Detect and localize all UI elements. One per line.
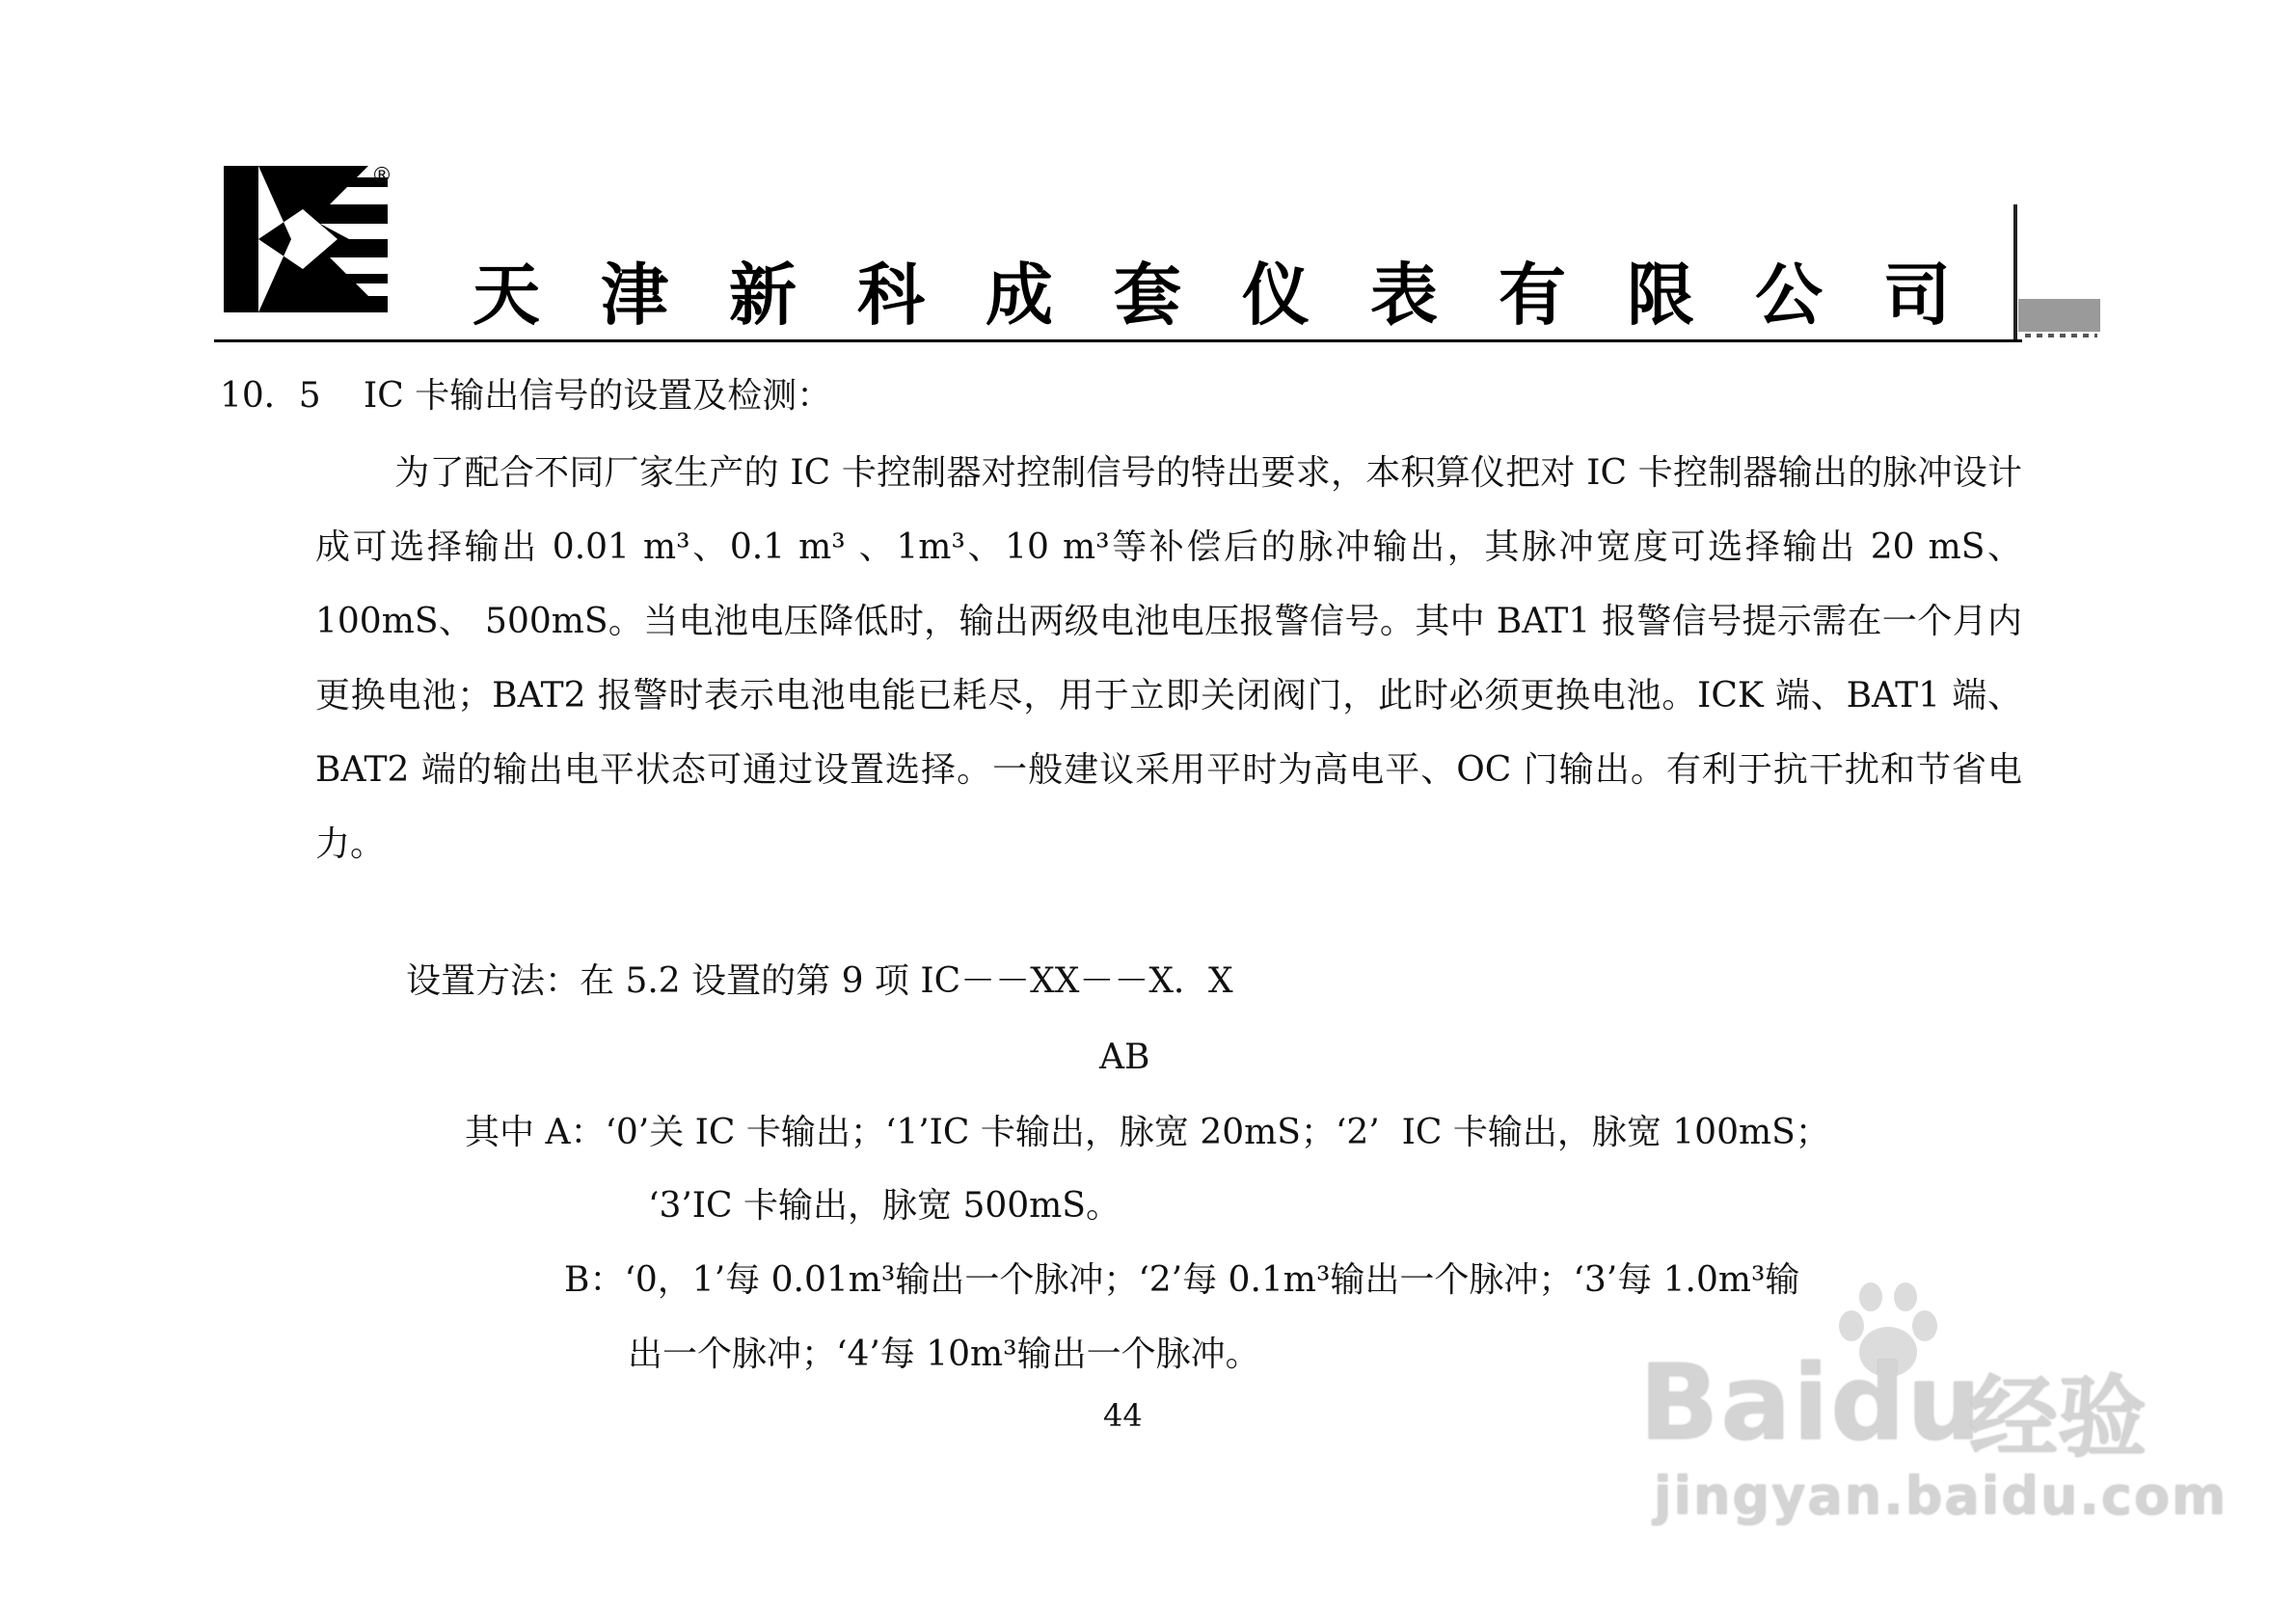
body-paragraph: [315, 436, 2022, 881]
section-number: 10．5: [220, 376, 321, 416]
header-gray-tab: [2018, 299, 2100, 332]
header-vertical-bar: [2013, 204, 2017, 341]
setting-ab-label: AB: [1099, 1038, 1150, 1077]
setting-b-line1: B：‘0，1’每 0.01m³输出一个脉冲；‘2’每 0.1m³输出一个脉冲；‘3’每 1.0m³输: [564, 1260, 1800, 1300]
header-rule: [214, 339, 2022, 342]
baidu-watermark: [1639, 1336, 2228, 1528]
company-name: 天津新科成套仪表有限公司: [473, 256, 2012, 335]
watermark-product: 经验: [1969, 1366, 2147, 1470]
page-number: 44: [1103, 1397, 1143, 1434]
watermark-brand: Baidu: [1639, 1343, 1984, 1464]
setting-a-line1: 其中 A：‘0’关 IC 卡输出；‘1’IC 卡输出，脉宽 20mS；‘2’ IC 卡输出，脉宽 100mS；: [465, 1113, 1830, 1152]
setting-b-line2: 出一个脉冲；‘4’每 10m³输出一个脉冲。: [628, 1335, 1260, 1374]
setting-a-line2: ‘3’IC 卡输出，脉宽 500mS。: [648, 1186, 1121, 1226]
setting-method: 设置方法：在 5.2 设置的第 9 项 IC－－XX－－X．X: [406, 961, 1233, 1001]
watermark-url: jingyan.baidu.com: [1654, 1466, 2228, 1526]
header-tab-dots: [2025, 334, 2097, 337]
body-paragraph-text: 为了配合不同厂家生产的 IC 卡控制器对控制信号的特出要求，本积算仪把对 IC 卡控制器输出的脉冲设计成可选择输出 0.01 m³、0.1 m³ 、1m³、10 m³等补偿后的脉冲输出，其脉冲宽度可选择输出 20 mS、100mS、 500mS。当电池电压降低时，输出两级电池电压报警信号。其中 BAT1 报警信号提示需在一个月内更换电池；BAT2 报警时表示电池电能已耗尽，用于立即关闭阀门，此时必须更换电池。ICK 端、BAT1 端、BAT2 端的输出电平状态可通过设置选择。一般建议采用平时为高电平、OC 门输出。有利于抗干扰和节省电力。: [315, 453, 2022, 864]
section-title: IC 卡输出信号的设置及检测：: [364, 376, 832, 416]
registered-mark: ®: [371, 164, 392, 188]
